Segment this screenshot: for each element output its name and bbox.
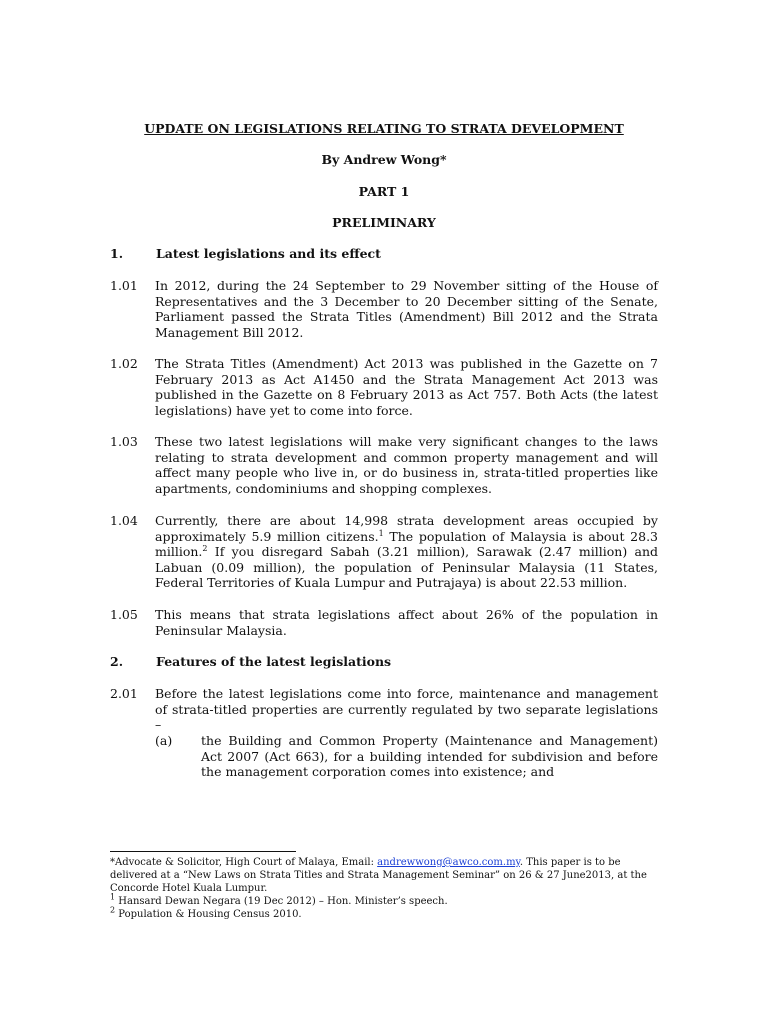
- footnote-text: *Advocate & Solicitor, High Court of Malaya, Email:: [110, 857, 378, 868]
- paragraph-text-part: If you disregard Sabah (3.21 million), Sarawak (2.47 million) and Labuan (0.09 million), the population of Peninsular Malaysia (11 States, Federal Territories of Kuala Lumpur and Putrajaya) is about 22.53 million.: [155, 544, 658, 591]
- paragraph-1-04: [110, 513, 658, 591]
- paragraph-text-part: Currently, there are about 14,998 strata development areas occupied by approximately 5.9 million citizens.: [155, 513, 658, 544]
- paragraph-1-01: [110, 278, 658, 340]
- paragraph-number: 1.04: [110, 513, 138, 528]
- footnote-ref-1: 1: [378, 528, 384, 538]
- author-email-link[interactable]: andrewwong@awco.com.my: [377, 857, 520, 868]
- footnote-author: [110, 856, 658, 895]
- paragraph-number: 2.01: [110, 686, 138, 701]
- section-heading-preliminary: PRELIMINARY: [332, 215, 436, 230]
- heading-title: Features of the latest legislations: [156, 654, 392, 669]
- paragraph-1-03: [110, 434, 658, 496]
- heading-title: Latest legislations and its effect: [156, 246, 381, 261]
- footnote-1: [110, 892, 658, 908]
- paragraph-2-01: [110, 686, 658, 733]
- paragraph-1-05: [110, 607, 658, 638]
- paragraph-number: 1.01: [110, 278, 138, 293]
- footnote-separator: [110, 851, 296, 852]
- footnote-text: Population & Housing Census 2010.: [115, 909, 302, 920]
- heading-number: 2.: [110, 654, 124, 669]
- footnote-text: Hansard Dewan Negara (19 Dec 2012) – Hon. Minister’s speech.: [115, 896, 448, 907]
- paragraph-text-part: The population of Malaysia is about 28.3 million.: [155, 528, 658, 560]
- paragraph-text: These two latest legislations will make very significant changes to the laws relating to strata development and common property management and will affect many people who live in, or do business in, strata-titled properties like apartments, condominiums and shopping complexes.: [155, 434, 658, 496]
- footnote-text: . This paper is to be delivered at a “New Laws on Strata Titles and Strata Management Seminar” on 26 & 27 June2013, at the Concorde Hotel Kuala Lumpur.: [110, 857, 647, 894]
- subparagraph-text: the Building and Common Property (Maintenance and Management) Act 2007 (Act 663), for a building intended for subdivision and before the management corporation comes into existence; and: [201, 733, 658, 780]
- part-heading: PART 1: [358, 184, 410, 199]
- footnote-2: [110, 905, 658, 921]
- footnote-number: 2: [110, 905, 116, 915]
- heading-number: 1.: [110, 246, 124, 261]
- subparagraph-2-01-a: [155, 733, 658, 780]
- paragraph-text: This means that strata legislations affect about 26% of the population in Peninsular Malaysia.: [155, 607, 658, 638]
- paragraph-1-02: [110, 356, 658, 418]
- footnote-ref-2: 2: [202, 544, 208, 554]
- paragraph-text: The Strata Titles (Amendment) Act 2013 was published in the Gazette on 7 February 2013 as Act A1450 and the Strata Management Act 2013 was published in the Gazette on 8 February 2013 as Act 757. Both Acts (the latest legislations) have yet to come into force.: [155, 356, 658, 418]
- heading-section-1: [110, 246, 381, 262]
- subparagraph-label: (a): [155, 733, 173, 748]
- paragraph-number: 1.05: [110, 607, 138, 622]
- footnote-number: 1: [110, 892, 116, 902]
- paragraph-text: [155, 513, 658, 591]
- author-byline: By Andrew Wong*: [321, 152, 447, 167]
- paragraph-text: Before the latest legislations come into force, maintenance and management of strata-titled properties are currently regulated by two separate legislations –: [155, 686, 658, 733]
- heading-section-2: [110, 654, 391, 670]
- footnotes: [110, 856, 658, 921]
- document-title: UPDATE ON LEGISLATIONS RELATING TO STRATA DEVELOPMENT: [144, 121, 624, 136]
- paragraph-number: 1.03: [110, 434, 138, 449]
- paragraph-number: 1.02: [110, 356, 138, 371]
- paragraph-text: In 2012, during the 24 September to 29 November sitting of the House of Representatives and the 3 December to 20 December sitting of the Senate, Parliament passed the Strata Titles (Amendment) Bill 2012 and the Strata Management Bill 2012.: [155, 278, 658, 340]
